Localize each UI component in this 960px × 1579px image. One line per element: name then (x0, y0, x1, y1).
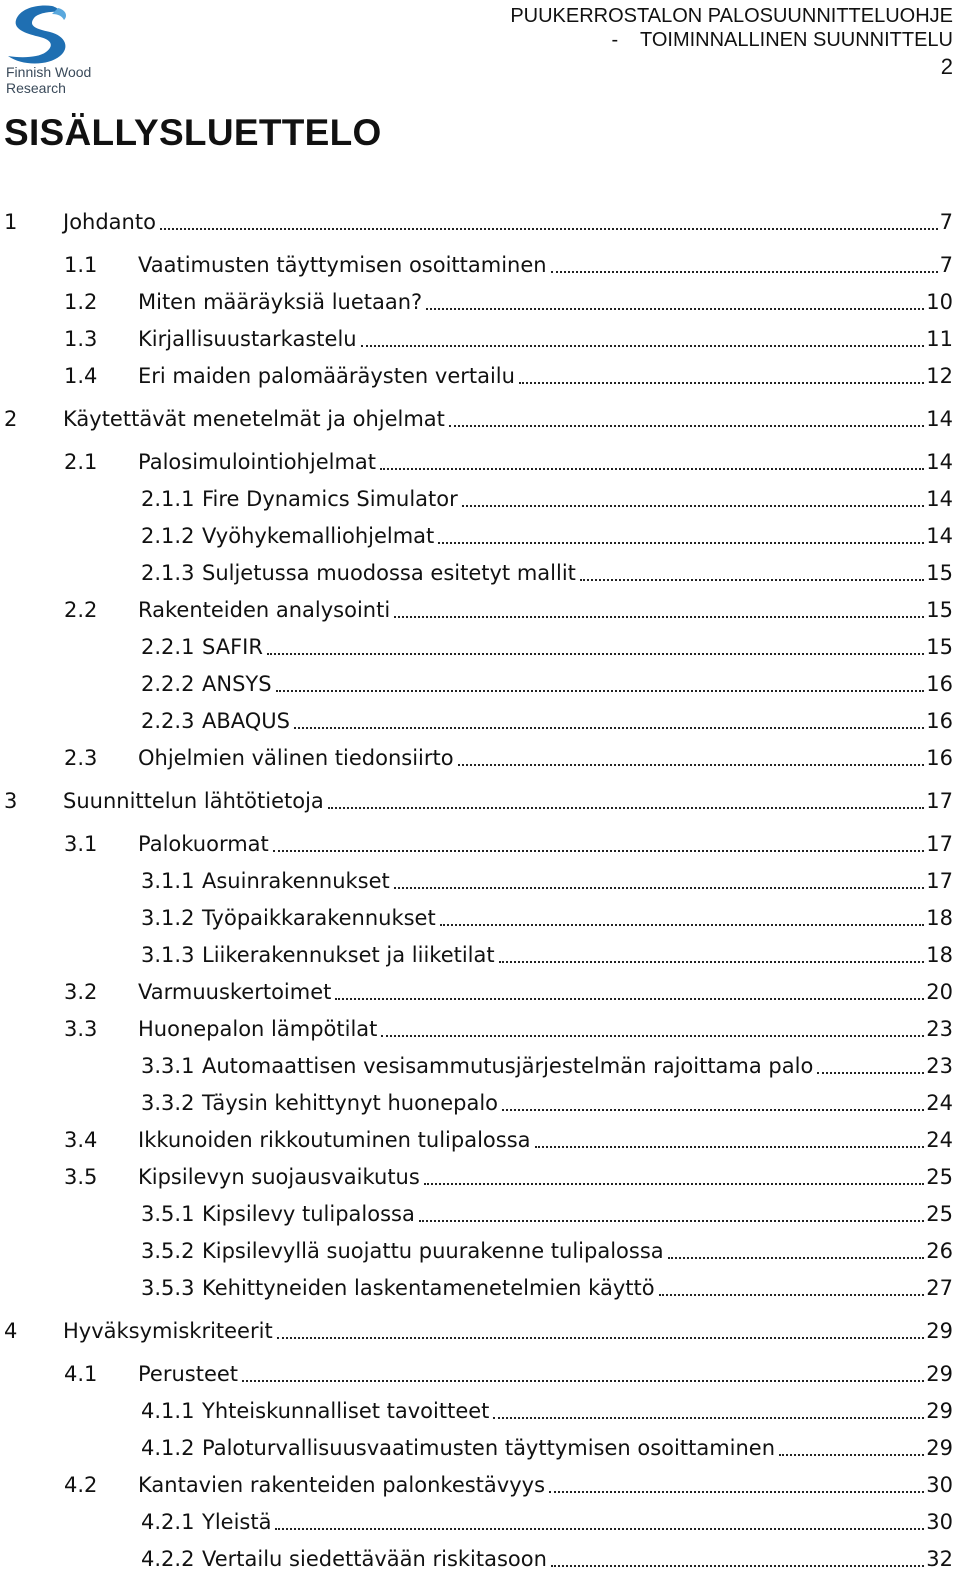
toc-entry-number: 1.1 (64, 253, 98, 277)
toc-entry-number: 4.2.2 (141, 1547, 195, 1571)
toc-entry-number: 2.1.1 (141, 487, 195, 511)
toc-entry[interactable] (0, 1272, 953, 1302)
toc-entry-number: 3.5.1 (141, 1202, 195, 1226)
toc-dot-leader (380, 464, 924, 470)
toc-entry-page: 20 (926, 980, 953, 1004)
toc-entry-number: 4.2.1 (141, 1510, 195, 1534)
toc-dot-leader (242, 1376, 924, 1382)
toc-entry[interactable] (0, 1469, 953, 1499)
toc-entry[interactable] (0, 939, 953, 969)
toc-entry-title: Kehittyneiden laskentamenetelmien käyttö (202, 1276, 655, 1300)
toc-entry-number: 2.1 (64, 450, 98, 474)
toc-entry-page: 16 (926, 672, 953, 696)
toc-dot-leader (294, 723, 924, 729)
toc-entry-title: Kipsilevyllä suojattu puurakenne tulipalossa (202, 1239, 664, 1263)
toc-entry-title: Yleistä (202, 1510, 272, 1534)
toc-entry[interactable] (0, 249, 953, 279)
logo-text (6, 64, 91, 96)
toc-dot-leader (502, 1105, 924, 1111)
toc-entry-number: 3.5.3 (141, 1276, 195, 1300)
running-header (510, 4, 953, 82)
toc-entry-number: 3.4 (64, 1128, 98, 1152)
toc-entry-number: 2.2.3 (141, 709, 195, 733)
toc-entry-number: 3.3.1 (141, 1054, 195, 1078)
page-number: 2 (940, 54, 953, 79)
toc-entry-page: 7 (939, 253, 953, 277)
toc-dot-leader (275, 1524, 924, 1530)
toc-dot-leader (381, 1031, 924, 1037)
toc-entry-number: 3.1.3 (141, 943, 195, 967)
toc-entry-title: SAFIR (202, 635, 263, 659)
toc-dot-leader (419, 1216, 924, 1222)
toc-entry-title: Kirjallisuustarkastelu (138, 327, 357, 351)
toc-entry-page: 17 (926, 832, 953, 856)
toc-dot-leader (160, 224, 938, 230)
toc-entry-number: 2.2 (64, 598, 98, 622)
toc-dot-leader (549, 1487, 924, 1493)
toc-entry-number: 3.1.2 (141, 906, 195, 930)
toc-entry[interactable] (0, 1124, 953, 1154)
toc-entry-title: Suljetussa muodossa esitetyt mallit (202, 561, 576, 585)
toc-dot-leader (519, 378, 924, 384)
toc-dot-leader (276, 686, 925, 692)
toc-entry[interactable] (0, 403, 953, 433)
toc-entry[interactable] (0, 286, 953, 316)
toc-entry[interactable] (0, 742, 953, 772)
toc-entry-number: 1.2 (64, 290, 98, 314)
toc-entry-page: 17 (926, 869, 953, 893)
toc-entry[interactable] (0, 446, 953, 476)
toc-dot-leader (659, 1290, 925, 1296)
toc-entry[interactable] (0, 705, 953, 735)
toc-entry-title: Varmuuskertoimet (138, 980, 332, 1004)
toc-entry-page: 25 (926, 1202, 953, 1226)
toc-entry[interactable] (0, 1395, 953, 1425)
toc-entry-page: 17 (926, 789, 953, 813)
toc-dot-leader (267, 649, 924, 655)
page-title: SISÄLLYSLUETTELO (4, 112, 382, 153)
toc-entry-title: Johdanto (63, 210, 156, 234)
toc-entry-number: 3.5 (64, 1165, 98, 1189)
toc-dot-leader (438, 538, 924, 544)
toc-entry[interactable] (0, 1198, 953, 1228)
toc-entry-page: 10 (926, 290, 953, 314)
toc-entry-page: 16 (926, 746, 953, 770)
toc-entry-title: Paloturvallisuusvaatimusten täyttymisen osoittaminen (202, 1436, 776, 1460)
toc-dot-leader (580, 575, 924, 581)
toc-entry-number: 3 (4, 789, 18, 813)
toc-dot-leader (277, 1333, 925, 1339)
toc-entry-page: 15 (926, 561, 953, 585)
toc-entry[interactable] (0, 1235, 953, 1265)
toc-entry-page: 15 (926, 635, 953, 659)
toc-entry-title: Vaatimusten täyttymisen osoittaminen (138, 253, 547, 277)
toc-entry[interactable] (0, 1432, 953, 1462)
toc-entry-number: 2 (4, 407, 18, 431)
toc-entry-number: 2.2.1 (141, 635, 195, 659)
header-line-2: - TOIMINNALLINEN SUUNNITTELU (611, 29, 953, 51)
toc-entry-title: Liikerakennukset ja liiketilat (202, 943, 495, 967)
toc-entry-number: 2.3 (64, 746, 98, 770)
toc-entry-title: Asuinrakennukset (202, 869, 390, 893)
toc-entry-number: 1 (4, 210, 18, 234)
toc-entry-title: ANSYS (202, 672, 272, 696)
toc-entry-title: Perusteet (138, 1362, 239, 1386)
toc-entry-title: Kipsilevy tulipalossa (202, 1202, 415, 1226)
toc-entry[interactable] (0, 1506, 953, 1536)
toc-entry-title: Ohjelmien välinen tiedonsiirto (138, 746, 454, 770)
toc-entry-page: 14 (926, 450, 953, 474)
toc-entry-number: 3.3 (64, 1017, 98, 1041)
toc-dot-leader (335, 994, 924, 1000)
toc-entry[interactable] (0, 323, 953, 353)
toc-dot-leader (551, 267, 938, 273)
toc-entry[interactable] (0, 865, 953, 895)
toc-entry-title: Palosimulointiohjelmat (138, 450, 377, 474)
toc-entry-title: Suunnittelun lähtötietoja (63, 789, 324, 813)
toc-entry[interactable] (0, 1161, 953, 1191)
logo-line-2: Research (6, 80, 66, 96)
toc-entry-number: 3.2 (64, 980, 98, 1004)
toc-entry[interactable] (0, 1050, 953, 1080)
toc-entry-title: Rakenteiden analysointi (138, 598, 391, 622)
toc-entry-page: 23 (926, 1017, 953, 1041)
toc-entry[interactable] (0, 520, 953, 550)
toc-dot-leader (394, 612, 924, 618)
toc-entry-number: 4.1.1 (141, 1399, 195, 1423)
toc-entry-number: 4 (4, 1319, 18, 1343)
toc-entry-page: 29 (926, 1399, 953, 1423)
toc-entry[interactable] (0, 785, 953, 815)
toc-entry[interactable] (0, 1315, 953, 1345)
toc-entry-title: Kantavien rakenteiden palonkestävyys (138, 1473, 546, 1497)
toc-entry-page: 26 (926, 1239, 953, 1263)
toc-entry[interactable] (0, 631, 953, 661)
toc-entry-number: 4.1.2 (141, 1436, 195, 1460)
toc-entry-title: Yhteiskunnalliset tavoitteet (202, 1399, 490, 1423)
toc-entry-page: 7 (939, 210, 953, 234)
toc-entry-title: Eri maiden palomääräysten vertailu (138, 364, 515, 388)
toc-entry-title: Täysin kehittynyt huonepalo (202, 1091, 499, 1115)
toc-entry-page: 32 (926, 1547, 953, 1571)
toc-entry-number: 1.4 (64, 364, 98, 388)
toc-dot-leader (328, 803, 924, 809)
toc-dot-leader (440, 920, 925, 926)
toc-entry-page: 23 (926, 1054, 953, 1078)
toc-dot-leader (551, 1561, 924, 1567)
toc-entry-number: 3.3.2 (141, 1091, 195, 1115)
toc-entry[interactable] (0, 668, 953, 698)
toc-entry-title: Fire Dynamics Simulator (202, 487, 458, 511)
toc-entry-page: 30 (926, 1510, 953, 1534)
toc-dot-leader (462, 501, 925, 507)
toc-entry-page: 14 (926, 407, 953, 431)
toc-entry-page: 15 (926, 598, 953, 622)
toc-dot-leader (779, 1450, 924, 1456)
toc-entry-page: 18 (926, 906, 953, 930)
toc-entry[interactable] (0, 594, 953, 624)
toc-entry-title: ABAQUS (202, 709, 290, 733)
toc-dot-leader (817, 1068, 924, 1074)
toc-entry-number: 4.1 (64, 1362, 98, 1386)
toc-entry-title: Hyväksymiskriteerit (63, 1319, 273, 1343)
toc-entry-title: Palokuormat (138, 832, 269, 856)
toc-entry-page: 14 (926, 524, 953, 548)
toc-entry[interactable] (0, 483, 953, 513)
toc-entry[interactable] (0, 557, 953, 587)
toc-entry-number: 3.5.2 (141, 1239, 195, 1263)
toc-entry-title: Kipsilevyn suojausvaikutus (138, 1165, 420, 1189)
toc-entry[interactable] (0, 902, 953, 932)
toc-entry-page: 30 (926, 1473, 953, 1497)
toc-entry-number: 2.1.2 (141, 524, 195, 548)
toc-dot-leader (535, 1142, 925, 1148)
toc-entry-title: Ikkunoiden rikkoutuminen tulipalossa (138, 1128, 531, 1152)
toc-entry-number: 2.1.3 (141, 561, 195, 585)
toc-entry-number: 3.1.1 (141, 869, 195, 893)
toc-entry-title: Vyöhykemalliohjelmat (202, 524, 435, 548)
toc-entry-page: 16 (926, 709, 953, 733)
toc-entry-title: Automaattisen vesisammutusjärjestelmän rajoittama palo (202, 1054, 814, 1078)
header-line-1: PUUKERROSTALON PALOSUUNNITTELUOHJE (510, 5, 953, 27)
toc-entry-page: 24 (926, 1091, 953, 1115)
toc-entry-number: 4.2 (64, 1473, 98, 1497)
toc-dot-leader (426, 304, 924, 310)
toc-entry-title: Vertailu siedettävään riskitasoon (202, 1547, 547, 1571)
toc-dot-leader (499, 957, 925, 963)
toc-entry-page: 25 (926, 1165, 953, 1189)
toc-entry-title: Miten määräyksiä luetaan? (138, 290, 423, 314)
toc-entry-title: Käytettävät menetelmät ja ohjelmat (63, 407, 445, 431)
toc-dot-leader (394, 883, 924, 889)
toc-entry-title: Huonepalon lämpötilat (138, 1017, 378, 1041)
toc-dot-leader (493, 1413, 924, 1419)
toc-entry-page: 29 (926, 1362, 953, 1386)
toc-entry-page: 14 (926, 487, 953, 511)
toc-entry-page: 27 (926, 1276, 953, 1300)
toc-dot-leader (458, 760, 925, 766)
toc-entry-number: 2.2.2 (141, 672, 195, 696)
toc-entry[interactable] (0, 1543, 953, 1573)
toc-entry-page: 18 (926, 943, 953, 967)
toc-dot-leader (449, 421, 924, 427)
logo-line-1: Finnish Wood (6, 64, 92, 80)
toc-dot-leader (273, 846, 924, 852)
toc-entry[interactable] (0, 206, 953, 236)
toc-entry[interactable] (0, 828, 953, 858)
toc-entry-page: 24 (926, 1128, 953, 1152)
toc-dot-leader (361, 341, 925, 347)
toc-entry-page: 29 (926, 1319, 953, 1343)
toc-entry-title: Työpaikkarakennukset (202, 906, 436, 930)
toc-entry[interactable] (0, 1358, 953, 1388)
toc-entry[interactable] (0, 1087, 953, 1117)
toc-entry-number: 3.1 (64, 832, 98, 856)
toc-entry[interactable] (0, 360, 953, 390)
toc-entry[interactable] (0, 1013, 953, 1043)
toc-entry-page: 12 (926, 364, 953, 388)
toc-entry-page: 11 (926, 327, 953, 351)
toc-entry[interactable] (0, 976, 953, 1006)
toc-dot-leader (424, 1179, 924, 1185)
toc-entry-number: 1.3 (64, 327, 98, 351)
toc-dot-leader (668, 1253, 925, 1259)
toc-entry-page: 29 (926, 1436, 953, 1460)
